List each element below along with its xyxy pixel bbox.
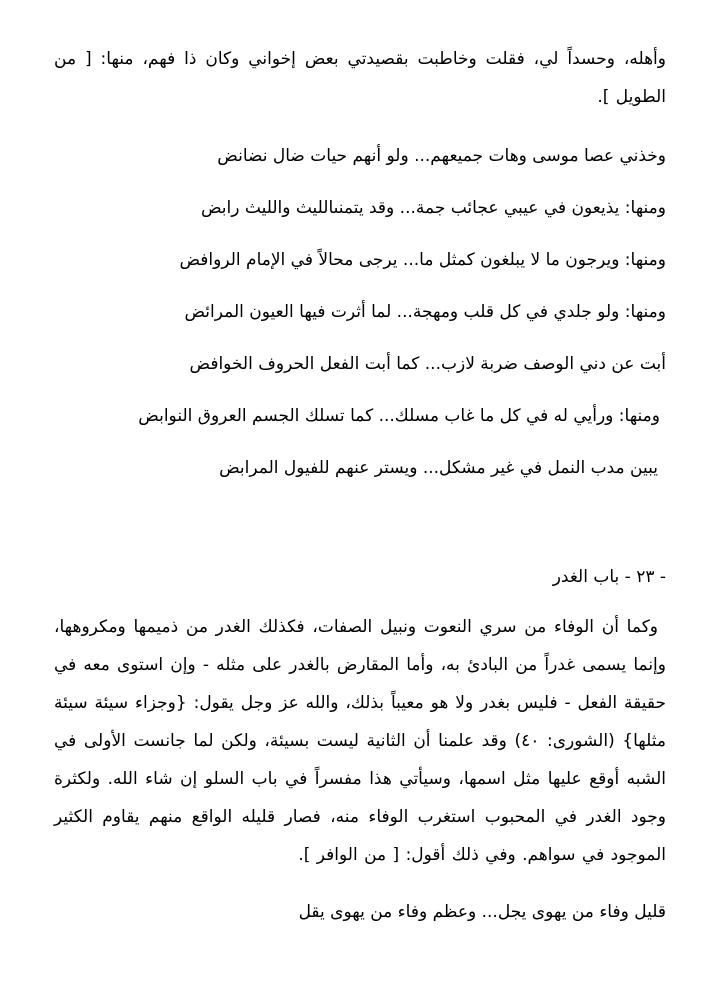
closing-verse: قليل وفاء من يهوى يجل... وعظم وفاء من يهوى يقل bbox=[298, 902, 666, 922]
verse-line-7: يبين مدب النمل في غير مشكل... ويستر عنهم للفيول المرابض bbox=[219, 458, 658, 478]
chapter-paragraph: وكما أن الوفاء من سري النعوت ونبيل الصفات، فكذلك الغدر من ذميمها ومكروهها، وإنما يسمى غدراً من البادئ به، وأما المقارض بالغدر على مثله - وإن استوى معه في حقيقة الفعل - فليس بغدر ولا هو معيباً بذلك، والله عز وجل يقول: {وجزاء سيئة سيئة مثلها} (الشورى: ٤٠) وقد علمنا أن الثانية ليست بسيئة، ولكن لما جانست الأولى في الشبه أوقع عليها مثل اسمها، وسيأتي هذا مفسراً في باب السلو إن شاء الله. ولكثرة وجود الغدر في المحبوب استغرب الوفاء منه، فصار قليله الواقع منهم يقاوم الكثير الموجود في سواهم. وفي ذلك أقول: [ من الوافر ]. bbox=[54, 617, 666, 865]
verse-line-2: ومنها: يذيعون في عيبي عجائب جمة... وقد يتمنىالليث والليث رابض bbox=[200, 198, 666, 218]
verse-line-3: ومنها: ويرجون ما لا يبلغون كمثل ما... يرجى محالاً في الإمام الروافض bbox=[179, 250, 666, 270]
verse-line-5: أبت عن دني الوصف ضربة لازب... كما أبت الفعل الحروف الخوافض bbox=[189, 354, 666, 374]
verse-line-4: ومنها: ولو جلدي في كل قلب ومهجة... لما أثرت فيها العيون المرائض bbox=[184, 302, 666, 322]
chapter-heading: - ٢٣ - باب الغدر bbox=[552, 567, 666, 587]
verse-line-1: وخذني عصا موسى وهات جميعهم... ولو أنهم حيات ضال نضانض bbox=[217, 146, 666, 166]
verse-line-6: ومنها: ورأيي له في كل ما غاب مسلك... كما تسلك الجسم العروق النوابض bbox=[138, 406, 660, 426]
intro-paragraph: وأهله، وحسداً لي، فقلت وخاطبت بقصيدتي بعض إخواني وكان ذا فهم، منها: [ من الطويل ]. bbox=[54, 49, 666, 107]
